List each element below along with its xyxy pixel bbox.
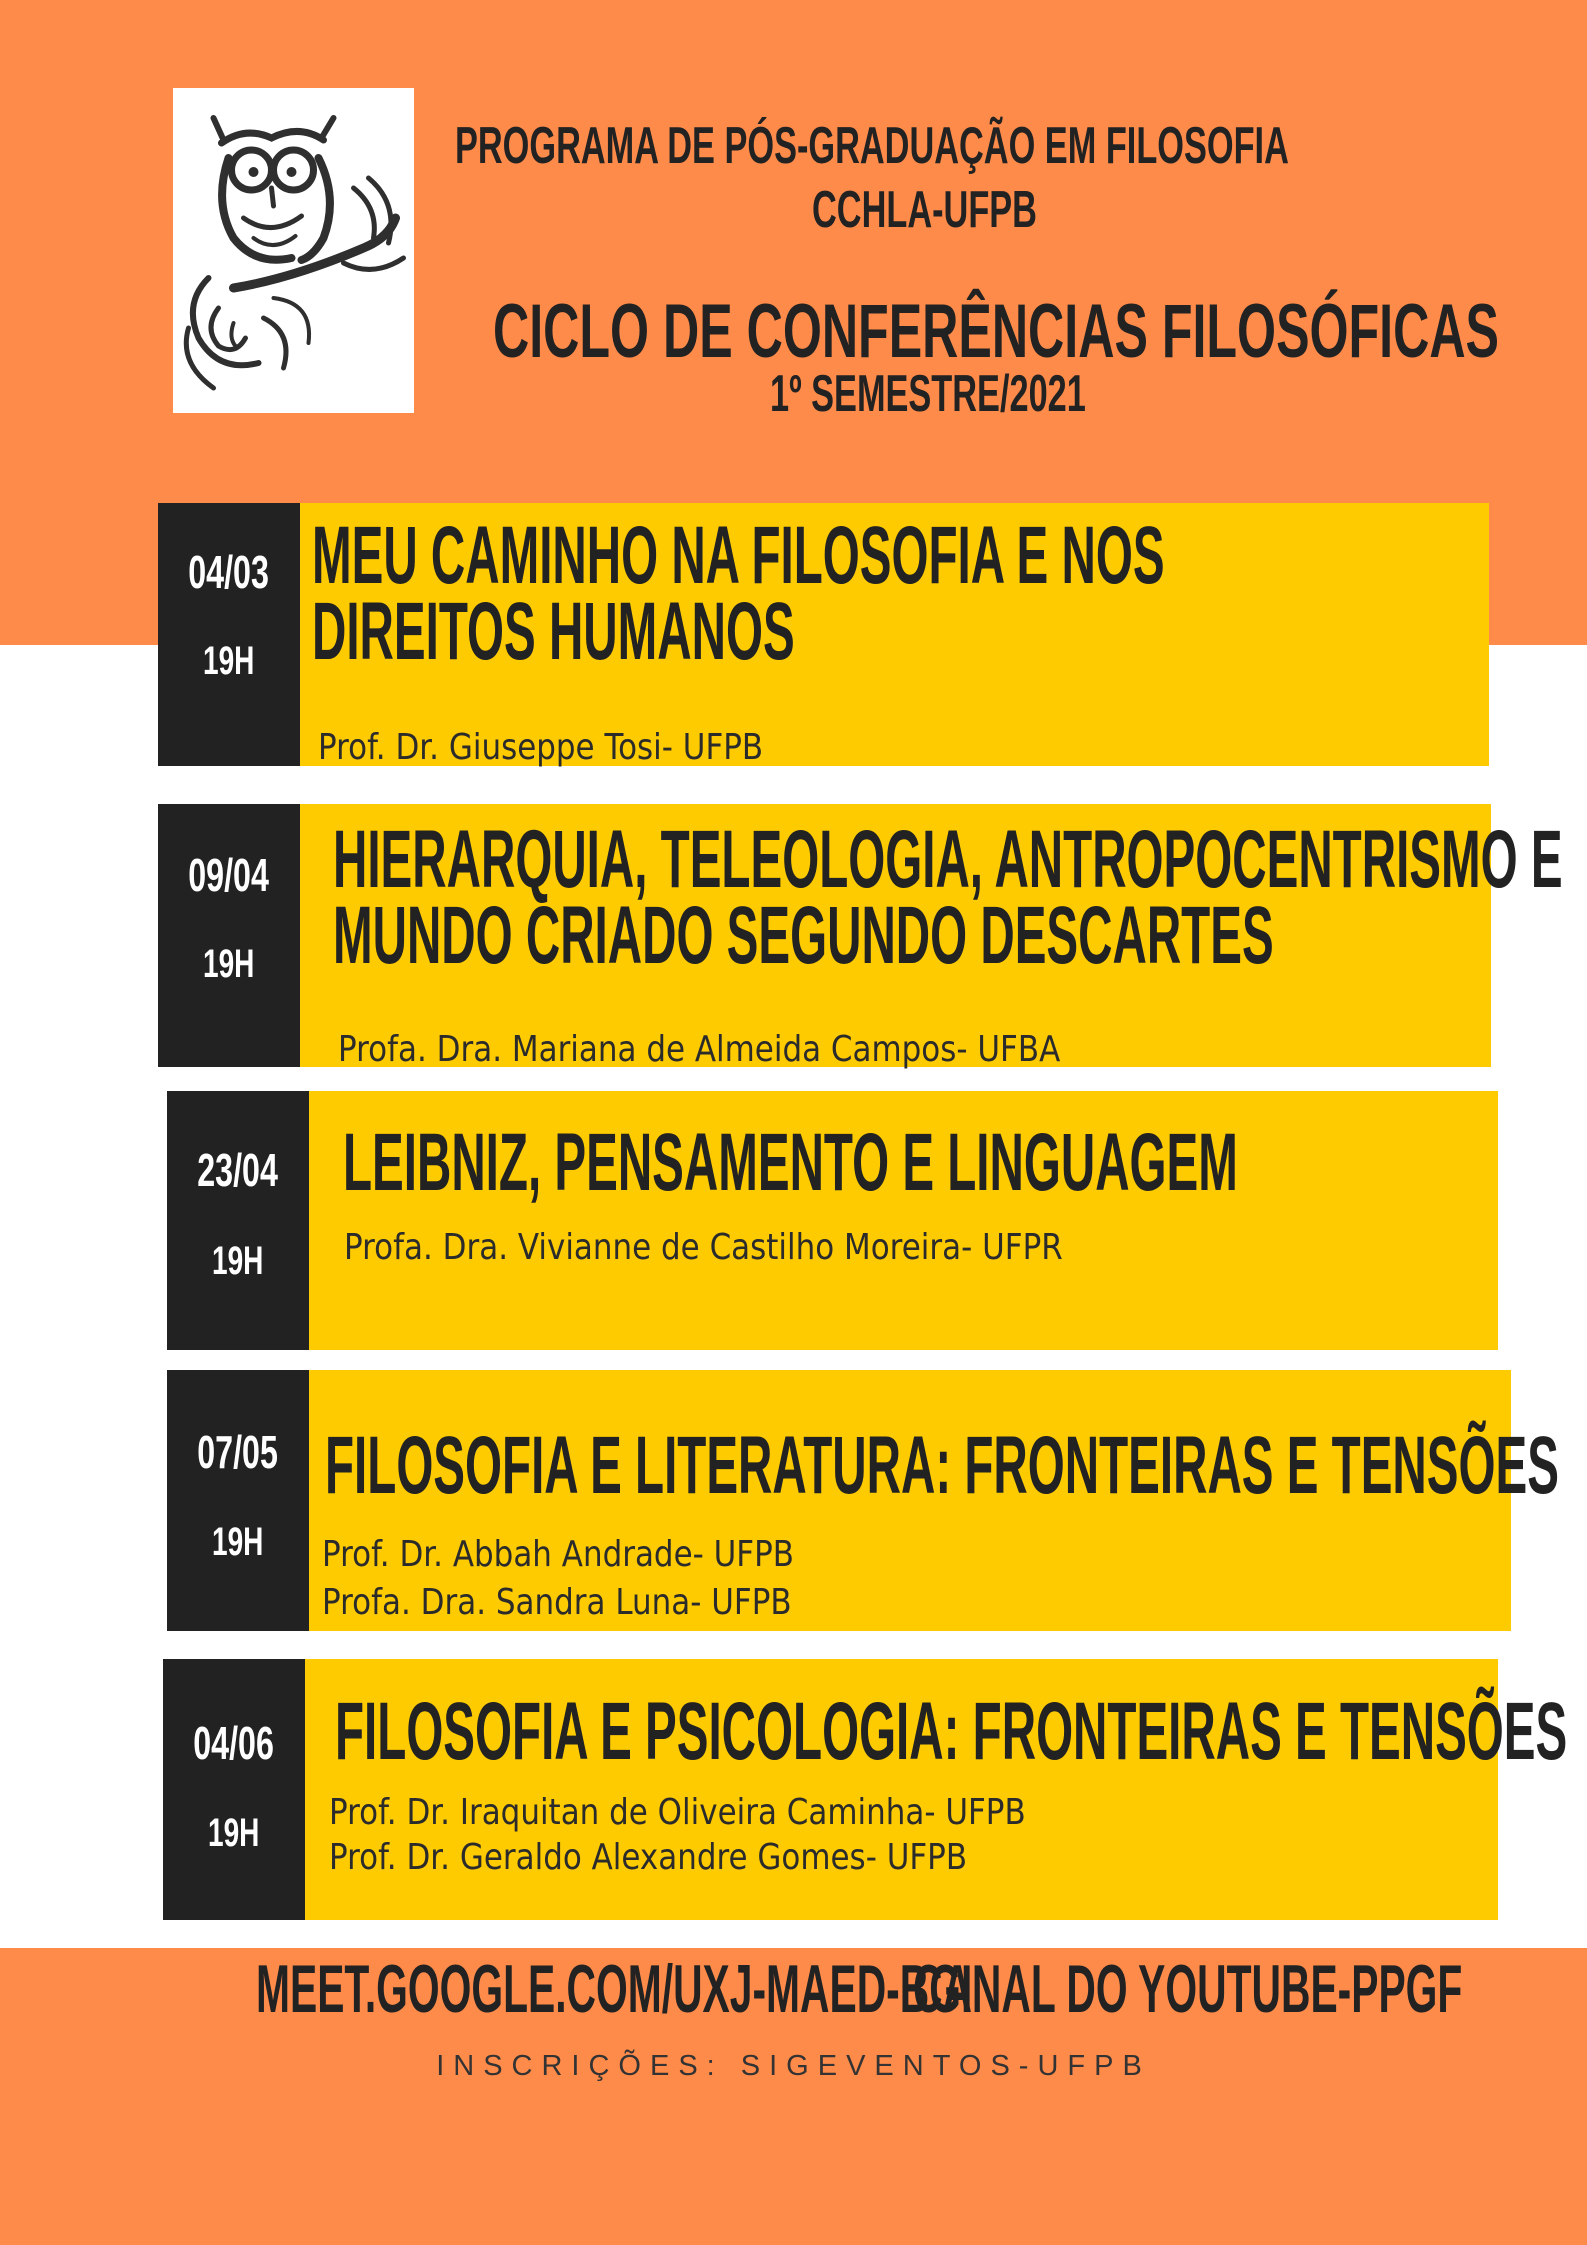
semester-label: 1º SEMESTRE/2021 xyxy=(770,365,1086,423)
event-date: 23/04 xyxy=(197,1144,279,1196)
date-box xyxy=(163,1659,305,1920)
event-time: 19H xyxy=(212,1239,264,1283)
event-date: 09/04 xyxy=(188,849,270,901)
event-speaker: Prof. Dr. Geraldo Alexandre Gomes- UFPB xyxy=(329,1837,968,1878)
event-title xyxy=(325,1420,1559,1511)
event-speaker: Profa. Dra. Sandra Luna- UFPB xyxy=(322,1582,792,1623)
event-title-line: FILOSOFIA E LITERATURA: FRONTEIRAS E TENSÕES xyxy=(325,1420,1559,1511)
date-box xyxy=(167,1091,309,1350)
youtube-channel-link[interactable]: CANAL DO YOUTUBE-PPGF xyxy=(913,1951,1463,2027)
event-title-line: FILOSOFIA E PSICOLOGIA: FRONTEIRAS E TENSÕES xyxy=(335,1686,1568,1777)
event-title xyxy=(312,510,1165,677)
event-title-line: MEU CAMINHO NA FILOSOFIA E NOS xyxy=(312,510,1165,601)
event-title-line: MUNDO CRIADO SEGUNDO DESCARTES xyxy=(333,890,1274,981)
program-title: PROGRAMA DE PÓS-GRADUAÇÃO EM FILOSOFIA xyxy=(455,117,1289,175)
cycle-title: CICLO DE CONFERÊNCIAS FILOSÓFICAS xyxy=(493,289,1500,374)
event-card xyxy=(158,804,1563,1070)
logo xyxy=(173,88,414,413)
event-title-line: DIREITOS HUMANOS xyxy=(312,586,795,677)
event-title xyxy=(335,1686,1568,1777)
event-speaker: Prof. Dr. Giuseppe Tosi- UFPB xyxy=(318,727,764,768)
event-card xyxy=(163,1659,1568,1920)
event-title-line: HIERARQUIA, TELEOLOGIA, ANTROPOCENTRISMO E xyxy=(333,814,1563,905)
date-box xyxy=(158,804,300,1067)
event-time: 19H xyxy=(212,1520,264,1564)
event-title xyxy=(333,814,1563,981)
event-title xyxy=(343,1117,1238,1208)
event-card xyxy=(158,503,1489,766)
event-date: 07/05 xyxy=(197,1426,279,1478)
event-speaker: Profa. Dra. Mariana de Almeida Campos- UFBA xyxy=(338,1029,1061,1070)
event-card xyxy=(167,1091,1498,1350)
event-date: 04/03 xyxy=(188,546,270,598)
event-speaker: Prof. Dr. Abbah Andrade- UFPB xyxy=(322,1534,795,1575)
meet-link[interactable]: MEET.GOOGLE.COM/UXJ-MAED-BGI xyxy=(256,1951,973,2027)
date-box xyxy=(167,1370,309,1631)
event-date: 04/06 xyxy=(193,1717,275,1769)
event-speaker: Profa. Dra. Vivianne de Castilho Moreira- UFPR xyxy=(344,1227,1063,1268)
event-card xyxy=(167,1370,1559,1631)
owl-icon xyxy=(173,88,414,413)
date-box xyxy=(158,503,300,766)
institution-name: CCHLA-UFPB xyxy=(812,181,1037,239)
registration-info: INSCRIÇÕES: SIGEVENTOS-UFPB xyxy=(436,2050,1151,2082)
event-time: 19H xyxy=(208,1811,260,1855)
event-time: 19H xyxy=(203,639,255,683)
event-speaker: Prof. Dr. Iraquitan de Oliveira Caminha- UFPB xyxy=(329,1792,1026,1833)
event-time: 19H xyxy=(203,942,255,986)
event-title-line: LEIBNIZ, PENSAMENTO E LINGUAGEM xyxy=(343,1117,1238,1208)
